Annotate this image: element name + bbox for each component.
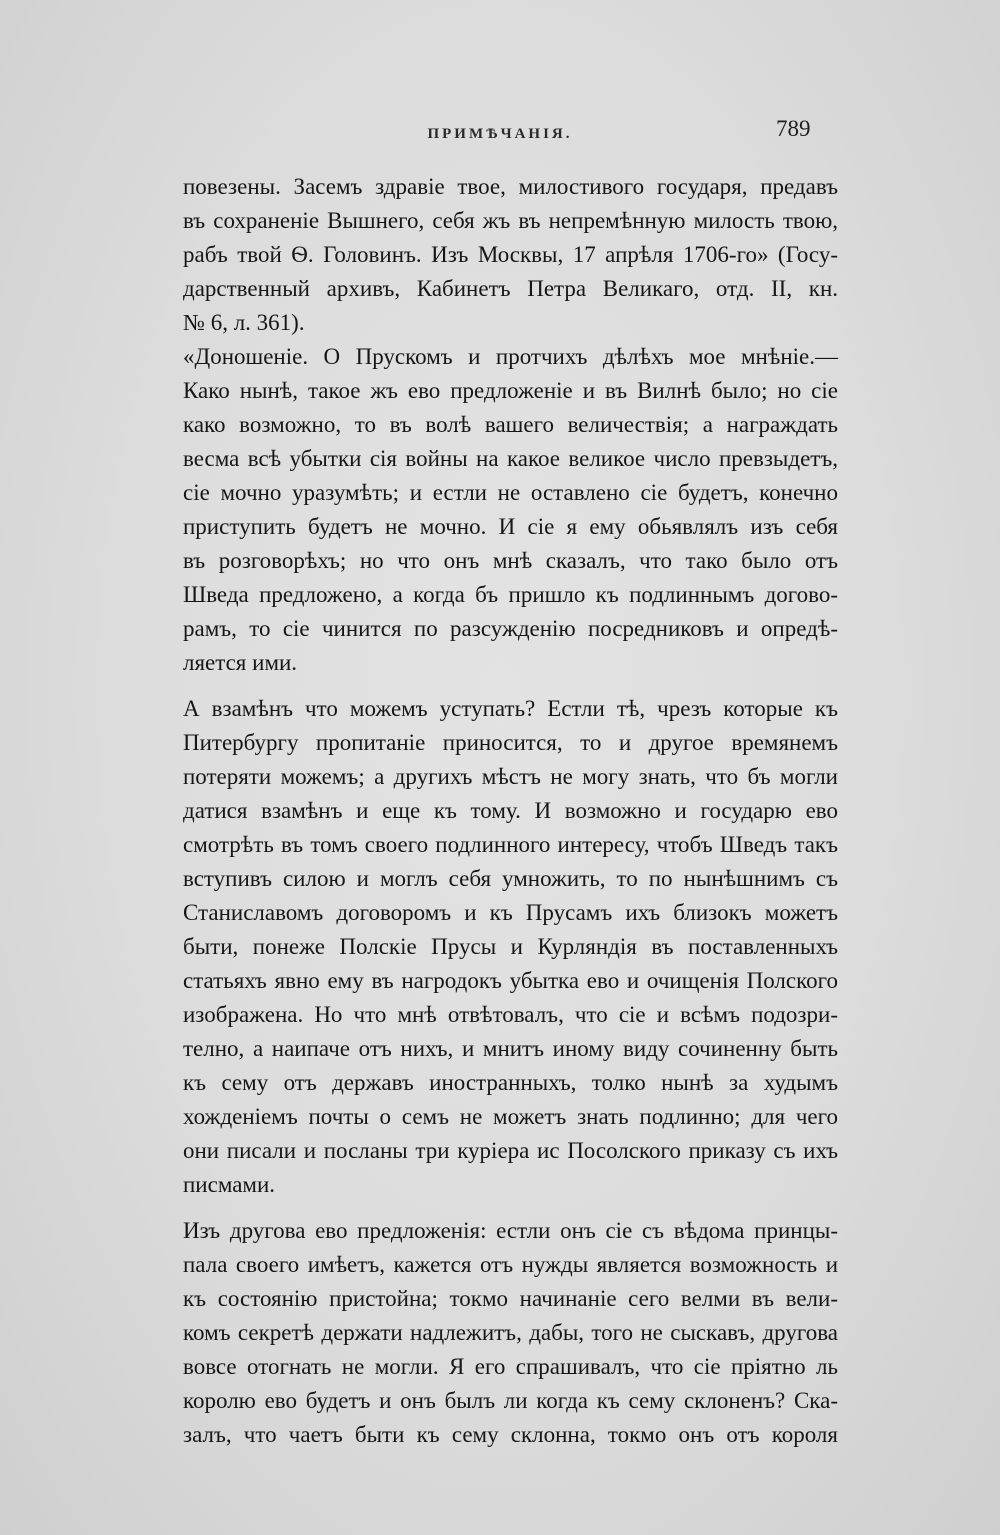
text-line: королю ево будетъ и онъ былъ ли когда къ сему склоненъ? Ска- xyxy=(183,1388,838,1413)
text-line: повезены. Засемъ здравіе твое, милостивого государя, предавъ xyxy=(183,174,838,199)
text-line: ляется ими. xyxy=(183,650,298,675)
page-number: 789 xyxy=(776,116,811,141)
text-line: телно, а наипаче отъ нихъ, и мнитъ иному виду сочиненну быть xyxy=(183,1036,838,1061)
text-line: датися взамѣнъ и еще къ тому. И возможно и государю ево xyxy=(183,798,838,823)
text-line: потеряти можемъ; а другихъ мѣстъ не могу знать, что бъ могли xyxy=(183,764,838,789)
text-line: изображена. Но что мнѣ отвѣтовалъ, что сіе и всѣмъ подозри- xyxy=(183,1002,838,1027)
text-line: къ сему отъ державъ иностранныхъ, толко нынѣ за худымъ xyxy=(183,1070,838,1095)
text-line: дарственный архивъ, Кабинетъ Петра Великаго, отд. II, кн. xyxy=(183,276,838,301)
text-line: како возможно, то въ волѣ вашего величествія; а награждать xyxy=(183,412,838,437)
text-line: смотрѣть въ томъ своего подлинного интересу, чтобъ Шведъ такъ xyxy=(183,832,838,857)
text-line: они писали и посланы три курiера ис Посолского приказу съ ихъ xyxy=(183,1138,838,1163)
text-line: хожденіемъ почты о семъ не можетъ знать подлинно; для чего xyxy=(183,1104,838,1129)
body-text xyxy=(183,170,838,1452)
text-line: въ сохраненіе Вышнего, себя жъ въ непремѣнную милость твою, xyxy=(183,208,838,233)
paragraph xyxy=(183,1214,838,1452)
text-line: вступивъ силою и моглъ себя умножить, то по нынѣшнимъ съ xyxy=(183,866,838,891)
text-line: приступить будетъ не мочно. И сіе я ему обьявлялъ изъ себя xyxy=(183,514,838,539)
text-line: А взамѣнъ что можемъ уступать? Естли тѣ, чрезъ которые къ xyxy=(183,696,838,721)
text-line: «Доношеніе. О Прускомъ и протчихъ дѣлѣхъ мое мнѣніе.— xyxy=(183,344,838,369)
text-line: весма всѣ убытки сія войны на какое великое число превзыдетъ, xyxy=(183,446,838,471)
paragraph xyxy=(183,340,838,680)
text-line: Шведа предложено, а когда бъ пришло къ подлиннымъ догово- xyxy=(183,582,838,607)
paragraph xyxy=(183,692,838,1202)
running-header: ПРИМѢЧАНІЯ. xyxy=(427,126,573,142)
text-line: № 6, л. 361). xyxy=(183,310,305,335)
text-line: сіе мочно уразумѣть; и естли не оставлено сіе будетъ, конечно xyxy=(183,480,838,505)
text-line: рабъ твой Ѳ. Головинъ. Изъ Москвы, 17 апрѣля 1706-го» (Госу- xyxy=(183,242,838,267)
text-line: быти, понеже Полскіе Прусы и Курляндія въ поставленныхъ xyxy=(183,934,838,959)
text-line: къ состоянію пристойна; токмо начинаніе сего велми въ вели- xyxy=(183,1286,838,1311)
text-line: Изъ другова ево предложенія: естли онъ сіе съ вѣдома принцы- xyxy=(183,1218,838,1243)
text-line: статьяхъ явно ему въ нагродокъ убытка ево и очищенія Полского xyxy=(183,968,838,993)
text-line: Станиславомъ договоромъ и къ Прусамъ ихъ близокъ можетъ xyxy=(183,900,838,925)
text-line: Питербургу пропитаніе приносится, то и другое времянемъ xyxy=(183,730,838,755)
text-line: пала своего имѣетъ, кажется отъ нужды является возможность и xyxy=(183,1252,838,1277)
text-line: комъ секретѣ держати надлежитъ, дабы, того не сыскавъ, другова xyxy=(183,1320,838,1345)
text-line: рамъ, то сіе чинится по разсужденію посредниковъ и опредѣ- xyxy=(183,616,838,641)
paragraph xyxy=(183,170,838,340)
text-line: залъ, что чаетъ быти къ сему склонна, токмо онъ отъ короля xyxy=(183,1422,838,1447)
text-line: писмами. xyxy=(183,1172,276,1197)
text-line: въ розговорѣхъ; но что онъ мнѣ сказалъ, что тако было отъ xyxy=(183,548,838,573)
text-line: Како нынѣ, такое жъ ево предложеніе и въ Вилнѣ было; но сіе xyxy=(183,378,838,403)
text-line: вовсе отогнать не могли. Я его спрашивалъ, что сіе пріятно ль xyxy=(183,1354,838,1379)
